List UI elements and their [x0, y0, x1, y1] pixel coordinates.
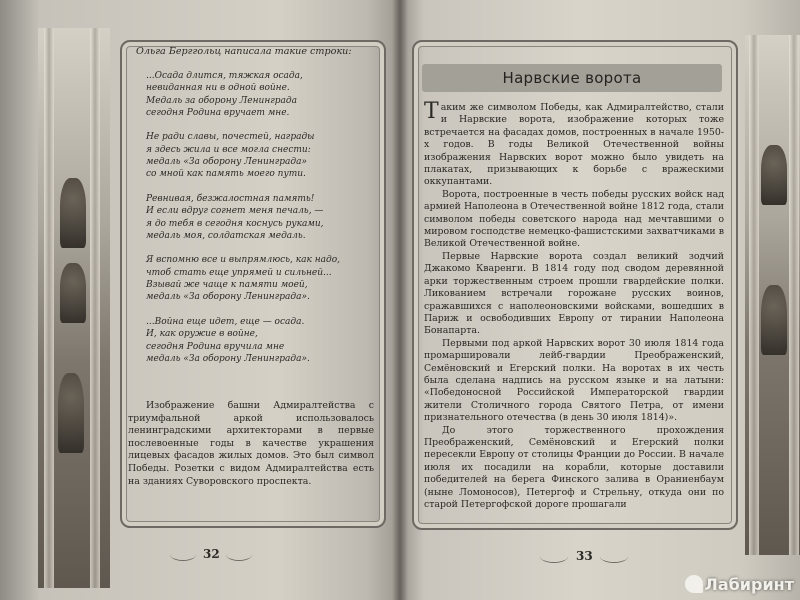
statue-image	[60, 178, 86, 248]
poem-line: я здесь жила и все могла снести:	[146, 144, 311, 155]
poem-line: ...Осада длится, тяжкая осада,	[146, 71, 303, 81]
poem-line: чтоб стать еще упрямей и сильней...	[146, 267, 332, 278]
statue-image	[60, 263, 86, 323]
poem-line	[146, 119, 340, 131]
statue-image	[761, 285, 787, 355]
page-number: 33	[576, 549, 593, 563]
left-paragraph: Изображение башни Адмиралтейства с триумфальной аркой использовалось ленинградскими архитекторами в первые послевоенные годы в качестве украшения лицевых фасадов жилых домов. Это был символ Победы. Розетки с видом Адмиралтейства есть на зданиях Суворовского проспекта.	[128, 400, 374, 487]
poem-line: И если вдруг согнет меня печаль, —	[146, 206, 324, 217]
page-ornament-right	[226, 548, 252, 561]
poem-line: я до тебя в сегодня коснусь руками,	[146, 218, 324, 229]
poem	[146, 70, 340, 365]
poem-line	[146, 181, 340, 193]
poem-line: невиданная ни в одной войне.	[146, 83, 290, 94]
right-page	[400, 0, 800, 600]
paragraph-text: аким же символом Победы, как Адмиралтейство, стали и Нарвские ворота, изображение которых тоже встречается на фасадах домов, построенных в начале 1950-х годов. В годы Великой Отечественной войны изображения Нарвских ворот можно было увидеть на плакатах, призывающих к борьбе с вражескими оккупантами.	[424, 102, 724, 188]
poem-line: сегодня Родина вручает мне.	[146, 107, 290, 118]
page-number: 32	[203, 547, 220, 561]
poem-line: сегодня Родина вручила мне	[146, 341, 285, 352]
poem-line: Медаль за оборону Ленинграда	[146, 95, 297, 106]
watermark	[685, 575, 794, 594]
poem-line: Я вспомню все и выпрямлюсь, как надо,	[146, 255, 341, 266]
left-photo-strip	[38, 28, 110, 588]
poem-line: Взывай же чаще к памяти моей,	[146, 280, 308, 291]
statue-image	[761, 145, 787, 205]
chapter-title: Нарвские ворота	[502, 69, 642, 87]
poem-line	[146, 304, 340, 316]
poem-line: И, как оружие в войне,	[146, 329, 258, 340]
poem-line: медаль «За оборону Ленинграда».	[146, 353, 310, 364]
poem-line: медаль моя, солдатская медаль.	[146, 230, 306, 241]
paragraph	[424, 99, 724, 189]
poem-line: Не ради славы, почестей, награды	[146, 132, 315, 143]
dropcap: Т	[424, 99, 439, 124]
book-spine	[392, 0, 408, 600]
chapter-title-box	[422, 64, 722, 92]
paragraph: Ворота, построенные в честь победы русских войск над армией Наполеона в Отечественной войне 1812 года, стали символом победы советского народа над мечтавшими о мировом господстве немецко-фашистскими захватчиками в Великой Отечественной войне.	[424, 188, 724, 250]
poem-line: Ревнивая, безжалостная память!	[146, 193, 315, 204]
poem-line	[146, 242, 340, 254]
left-intro: Ольга Берггольц написала такие строки:	[136, 46, 352, 57]
right-photo-strip	[745, 35, 800, 555]
page-ornament-left	[170, 548, 196, 561]
paragraph: Первыми под аркой Нарвских ворот 30 июля 1814 года промаршировали лейб-гвардии Преображенский, Семёновский и Егерский полки. На воротах в их честь была сделана надпись на русском языке и на латыни: «Победоносной Российской Императорской гвардии жители Столичного города Святого Петра, от имени признательного отечества (в день 30 июля 1814)».	[424, 337, 724, 424]
poem-line: медаль «За оборону Ленинграда».	[146, 292, 310, 303]
paragraph: Первые Нарвские ворота создал великий зодчий Джакомо Кваренги. В 1814 году под сводом деревянной арки торжественным строем прошли гвардейские полки. Ликованием встречали горожане русских воинов, сражавшихся с наполеоновскими войсками, вошедших в Париж и освободивших Европу от тирании Наполеона Бонапарта.	[424, 250, 724, 337]
right-body	[424, 99, 724, 511]
poem-line: со мной как память моего пути.	[146, 169, 306, 180]
statue-image	[58, 373, 84, 453]
paragraph: До этого торжественного прохождения Преображенский, Семёновский и Егерский полки пересекли Европу от столицы Франции до России. В начале июля их посадили на корабли, которые доставили победителей на берега Финского залива в Ораниенбаум (ныне Ломоносов), Петергоф и Стрельну, откуда они по старой Петергофской дороге прошагали	[424, 424, 724, 510]
page-ornament-left	[540, 550, 568, 563]
labirint-logo-icon	[685, 575, 703, 593]
poem-line: ...Война еще идет, еще — осада.	[146, 316, 305, 327]
page-ornament-right	[600, 550, 628, 563]
watermark-text: Лабиринт	[704, 575, 794, 594]
poem-line: медаль «За оборону Ленинграда»	[146, 157, 307, 168]
